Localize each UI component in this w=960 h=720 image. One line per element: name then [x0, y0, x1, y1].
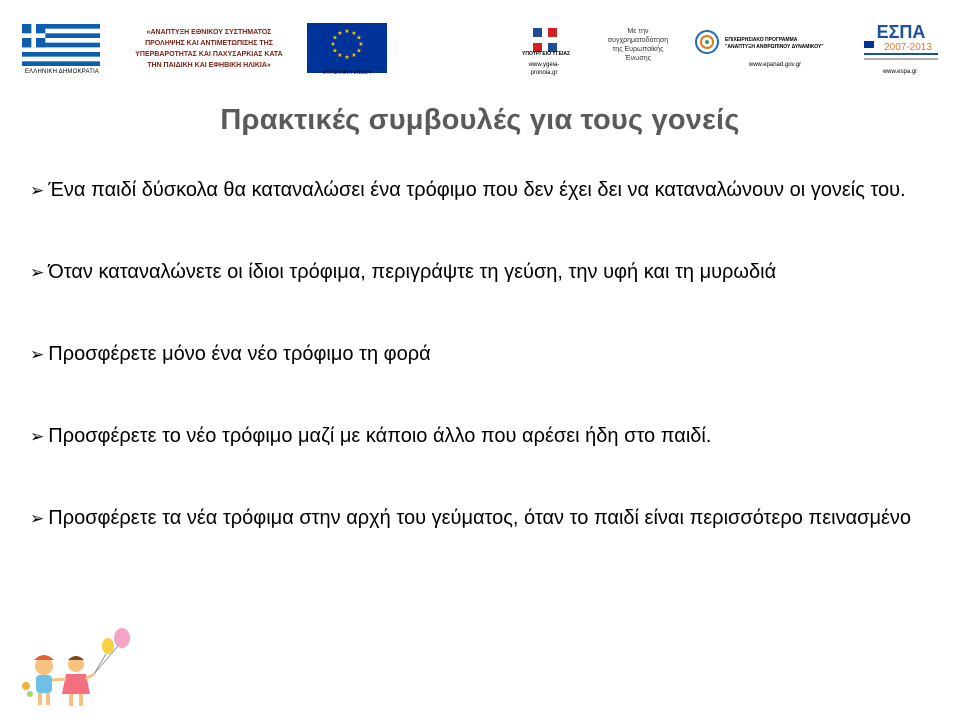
cofunding-line: συγχρηματοδότηση [607, 37, 669, 44]
project-title-line: ΤΗΝ ΠΑΙΔΙΚΗ ΚΑΙ ΕΦΗΒΙΚΗ ΗΛΙΚΙΑ» [147, 62, 271, 69]
svg-text:★: ★ [344, 28, 350, 35]
svg-text:★: ★ [358, 41, 364, 48]
epanad-program-name [725, 37, 850, 51]
list-item-text: Προσφέρετε τα νέα τρόφιμα στην αρχή του γεύματος, όταν το παιδί είναι περισσότερο πεινασμένο [48, 507, 912, 529]
list-item [30, 421, 938, 452]
list-item [30, 339, 938, 370]
page-title: Πρακτικές συμβουλές για τους γονείς [220, 104, 740, 136]
logo-strip [0, 0, 960, 90]
list-item-text: Ένα παιδί δύσκολα θα καταναλώσει ένα τρόφιμο που δεν έχει δει να καταναλώνουν οι γονείς του. [48, 179, 906, 201]
children-balloons-illustration [14, 624, 138, 712]
list-item-text: Όταν καταναλώνετε οι ίδιοι τρόφιμα, περιγράψτε τη γεύση, την υφή και τη μυρωδιά [48, 261, 777, 283]
tips-list [30, 175, 938, 534]
greek-flag-icon [22, 24, 100, 66]
arrow-bullet-icon: ➢ [30, 263, 45, 283]
ministry-url [514, 61, 574, 77]
svg-text:★: ★ [344, 54, 350, 61]
ministry-url-line: pronoia.gr [530, 70, 558, 76]
list-item [30, 503, 938, 534]
eu-flag-icon [307, 23, 387, 73]
project-title [120, 27, 298, 71]
ministry-url-line: www.ygeia- [528, 62, 560, 68]
cofunding-line: Με την [627, 28, 649, 35]
svg-text:★: ★ [332, 47, 338, 55]
svg-text:★: ★ [337, 30, 343, 37]
list-item-text: Προσφέρετε το νέο τρόφιμο μαζί με κάποιο άλλο που αρέσει ήδη στο παιδί. [48, 425, 712, 447]
svg-text:★: ★ [337, 52, 343, 59]
project-title-line: «ΑΝΑΠΤΥΞΗ ΕΘΝΙΚΟΥ ΣΥΣΤΗΜΑΤΟΣ [146, 29, 272, 36]
cofunding-line: Ένωσης [624, 55, 652, 62]
cofunding-line: της Ευρωπαϊκής [612, 46, 664, 53]
flag-caption: ΕΛΛΗΝΙΚΗ ΔΗΜΟΚΡΑΤΙΑ [24, 69, 100, 75]
espa-label: ΕΣΠΑ [876, 22, 926, 42]
cofunding-note [592, 27, 684, 63]
list-item [30, 175, 938, 206]
eu-caption: ΕΥΡΩΠΑΪΚΗ ΕΝΩΣΗ [323, 70, 371, 76]
svg-text:★: ★ [356, 47, 362, 55]
svg-text:★: ★ [351, 52, 357, 59]
arrow-bullet-icon: ➢ [30, 181, 45, 201]
epanad-line: "ΑΝΑΠΤΥΞΗ ΑΝΘΡΩΠΙΝΟΥ ΔΥΝΑΜΙΚΟΥ" [725, 44, 824, 50]
espa-url: www.espa.gr [882, 69, 918, 75]
list-item [30, 257, 938, 288]
list-item-text: Προσφέρετε μόνο ένα νέο τρόφιμο τη φορά [48, 343, 431, 365]
ministry-logo-icon [529, 24, 561, 54]
epanad-url: www.epanad.gov.gr [748, 62, 802, 68]
espa-logo-icon [862, 20, 940, 76]
svg-text:★: ★ [351, 30, 357, 37]
svg-text:★: ★ [356, 34, 362, 42]
svg-text:★: ★ [330, 41, 336, 48]
espa-years: 2007-2013 [884, 42, 932, 53]
project-title-line: ΠΡΟΛΗΨΗΣ ΚΑΙ ΑΝΤΙΜΕΤΩΠΙΣΗΣ ΤΗΣ [145, 40, 273, 47]
svg-text:★: ★ [332, 34, 338, 42]
arrow-bullet-icon: ➢ [30, 509, 45, 529]
arrow-bullet-icon: ➢ [30, 345, 45, 365]
project-title-line: ΥΠΕΡΒΑΡΟΤΗΤΑΣ ΚΑΙ ΠΑΧΥΣΑΡΚΙΑΣ ΚΑΤΑ [135, 51, 283, 58]
arrow-bullet-icon: ➢ [30, 427, 45, 447]
ministry-name: ΥΠΟΥΡΓΕΙΟ ΥΓΕΙΑΣ [522, 51, 570, 57]
epanad-line: ΕΠΙΧΕΙΡΗΣΙΑΚΟ ΠΡΟΓΡΑΜΜΑ [725, 37, 798, 43]
epanad-logo-icon [692, 27, 722, 57]
